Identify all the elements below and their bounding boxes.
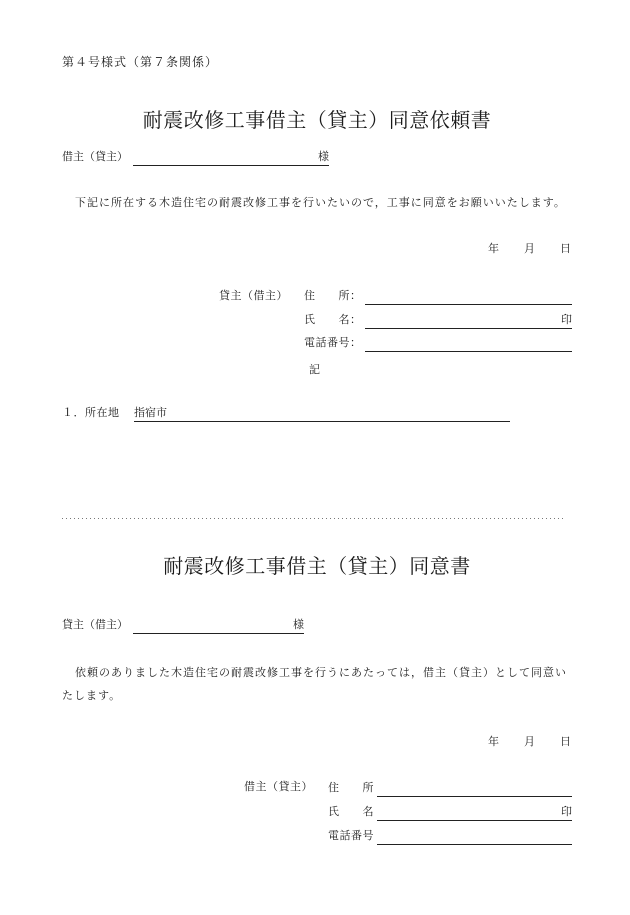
request-honorific: 様 bbox=[318, 150, 329, 163]
consent-addressee-blank bbox=[133, 617, 304, 634]
requester-phone-blank bbox=[365, 335, 572, 352]
consenter-seal: 印 bbox=[561, 805, 572, 818]
requester-phone-label: 電話番号： bbox=[304, 336, 362, 349]
consent-addressee-label: 貸主（借主） bbox=[62, 618, 128, 631]
consenter-name-label: 氏 名 bbox=[328, 805, 374, 818]
consent-title: 耐震改修工事借主（貸主）同意書 bbox=[163, 554, 471, 578]
consent-body: 依頼のありました木造住宅の耐震改修工事を行うにあたっては，借主（貸主）として同意いたします。 bbox=[62, 666, 567, 702]
requester-name-blank bbox=[365, 312, 572, 329]
consent-date: 年 月 日 bbox=[488, 735, 572, 748]
consenter-role: 借主（貸主） bbox=[244, 780, 313, 793]
location-value: 指宿市 bbox=[134, 406, 167, 419]
consenter-phone-blank bbox=[377, 828, 572, 845]
section-divider bbox=[62, 518, 566, 519]
request-title: 耐震改修工事借主（貸主）同意依頼書 bbox=[142, 108, 492, 132]
requester-role: 貸主（借主） bbox=[219, 289, 288, 302]
request-addressee-label: 借主（貸主） bbox=[62, 150, 128, 163]
form-number: 第４号様式（第７条関係） bbox=[62, 55, 219, 69]
requester-seal: 印 bbox=[561, 313, 572, 326]
note-heading: 記 bbox=[309, 363, 321, 376]
consenter-name-blank bbox=[377, 804, 572, 821]
request-addressee-blank bbox=[133, 149, 329, 166]
requester-name-label: 氏 名： bbox=[304, 313, 362, 326]
requester-address-blank bbox=[365, 288, 572, 305]
consenter-address-blank bbox=[377, 780, 572, 797]
request-body: 下記に所在する木造住宅の耐震改修工事を行いたいので，工事に同意をお願いいたします。 bbox=[75, 196, 566, 209]
location-label: １．所在地 bbox=[62, 406, 120, 419]
consenter-address-label: 住 所 bbox=[328, 781, 374, 794]
consenter-phone-label: 電話番号 bbox=[328, 829, 374, 842]
location-blank bbox=[134, 405, 510, 422]
request-date: 年 月 日 bbox=[488, 242, 572, 255]
consent-honorific: 様 bbox=[293, 618, 304, 631]
requester-address-label: 住 所： bbox=[304, 289, 362, 302]
